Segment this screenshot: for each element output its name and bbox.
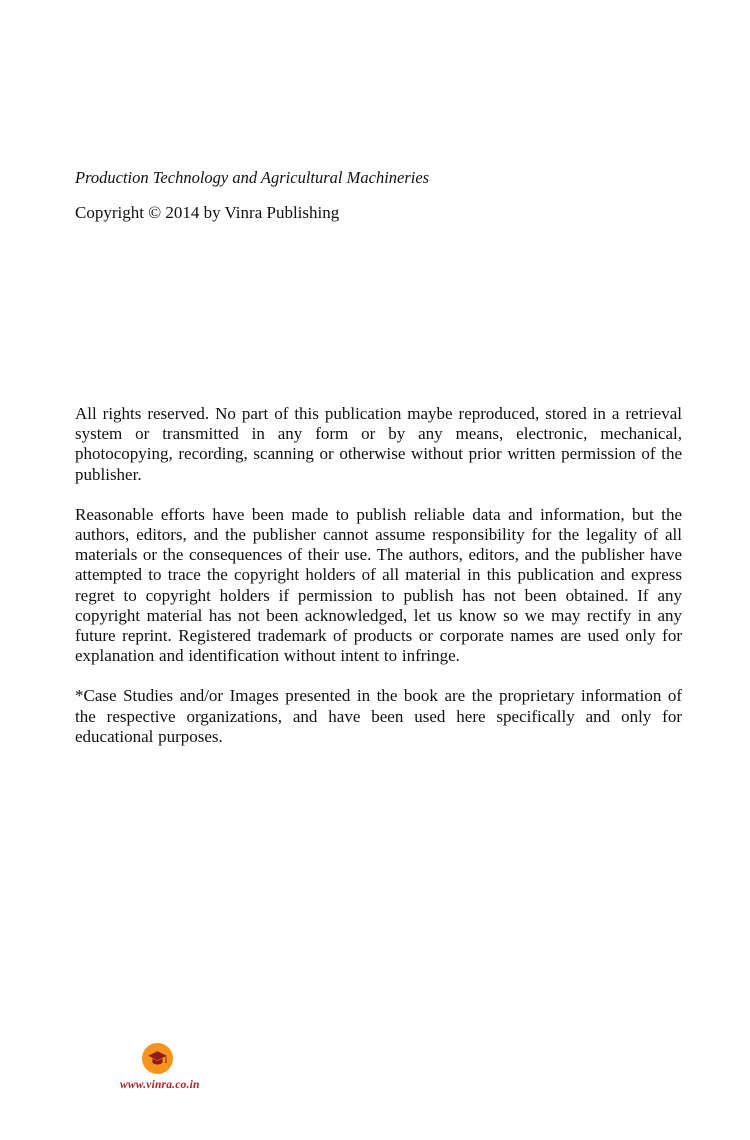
legal-text-block [75, 404, 682, 747]
book-title: Production Technology and Agricultural Machineries [75, 168, 430, 187]
copyright-line: Copyright © 2014 by Vinra Publishing [75, 203, 340, 222]
rights-reserved-paragraph: All rights reserved. No part of this publication maybe reproduced, stored in a retrieval system or transmitted in any form or by any means, electronic, mechanical, photocopying, recording, scanning or otherwise without prior written permission of the publisher. [75, 404, 682, 484]
disclaimer-paragraph: Reasonable efforts have been made to publish reliable data and information, but the authors, editors, and the publisher cannot assume responsibility for the legality of all materials or the consequences of their use. The authors, editors, and the publisher have attempted to trace the copyright holders of all material in this publication and express regret to copyright holders if permission to publish has not been obtained. If any copyright material has not been acknowledged, let us know so we may rectify in any future reprint. Registered trademark of products or corporate names are used only for explanation and identification without intent to infringe. [75, 504, 682, 666]
graduation-cap-icon [147, 1048, 168, 1069]
case-studies-paragraph: *Case Studies and/or Images presented in the book are the proprietary information of the respective organizations, and have been used here specifically and only for educational purposes. [75, 686, 682, 746]
publisher-website-url: www.vinra.co.in [120, 1079, 200, 1091]
publisher-logo [142, 1043, 173, 1074]
